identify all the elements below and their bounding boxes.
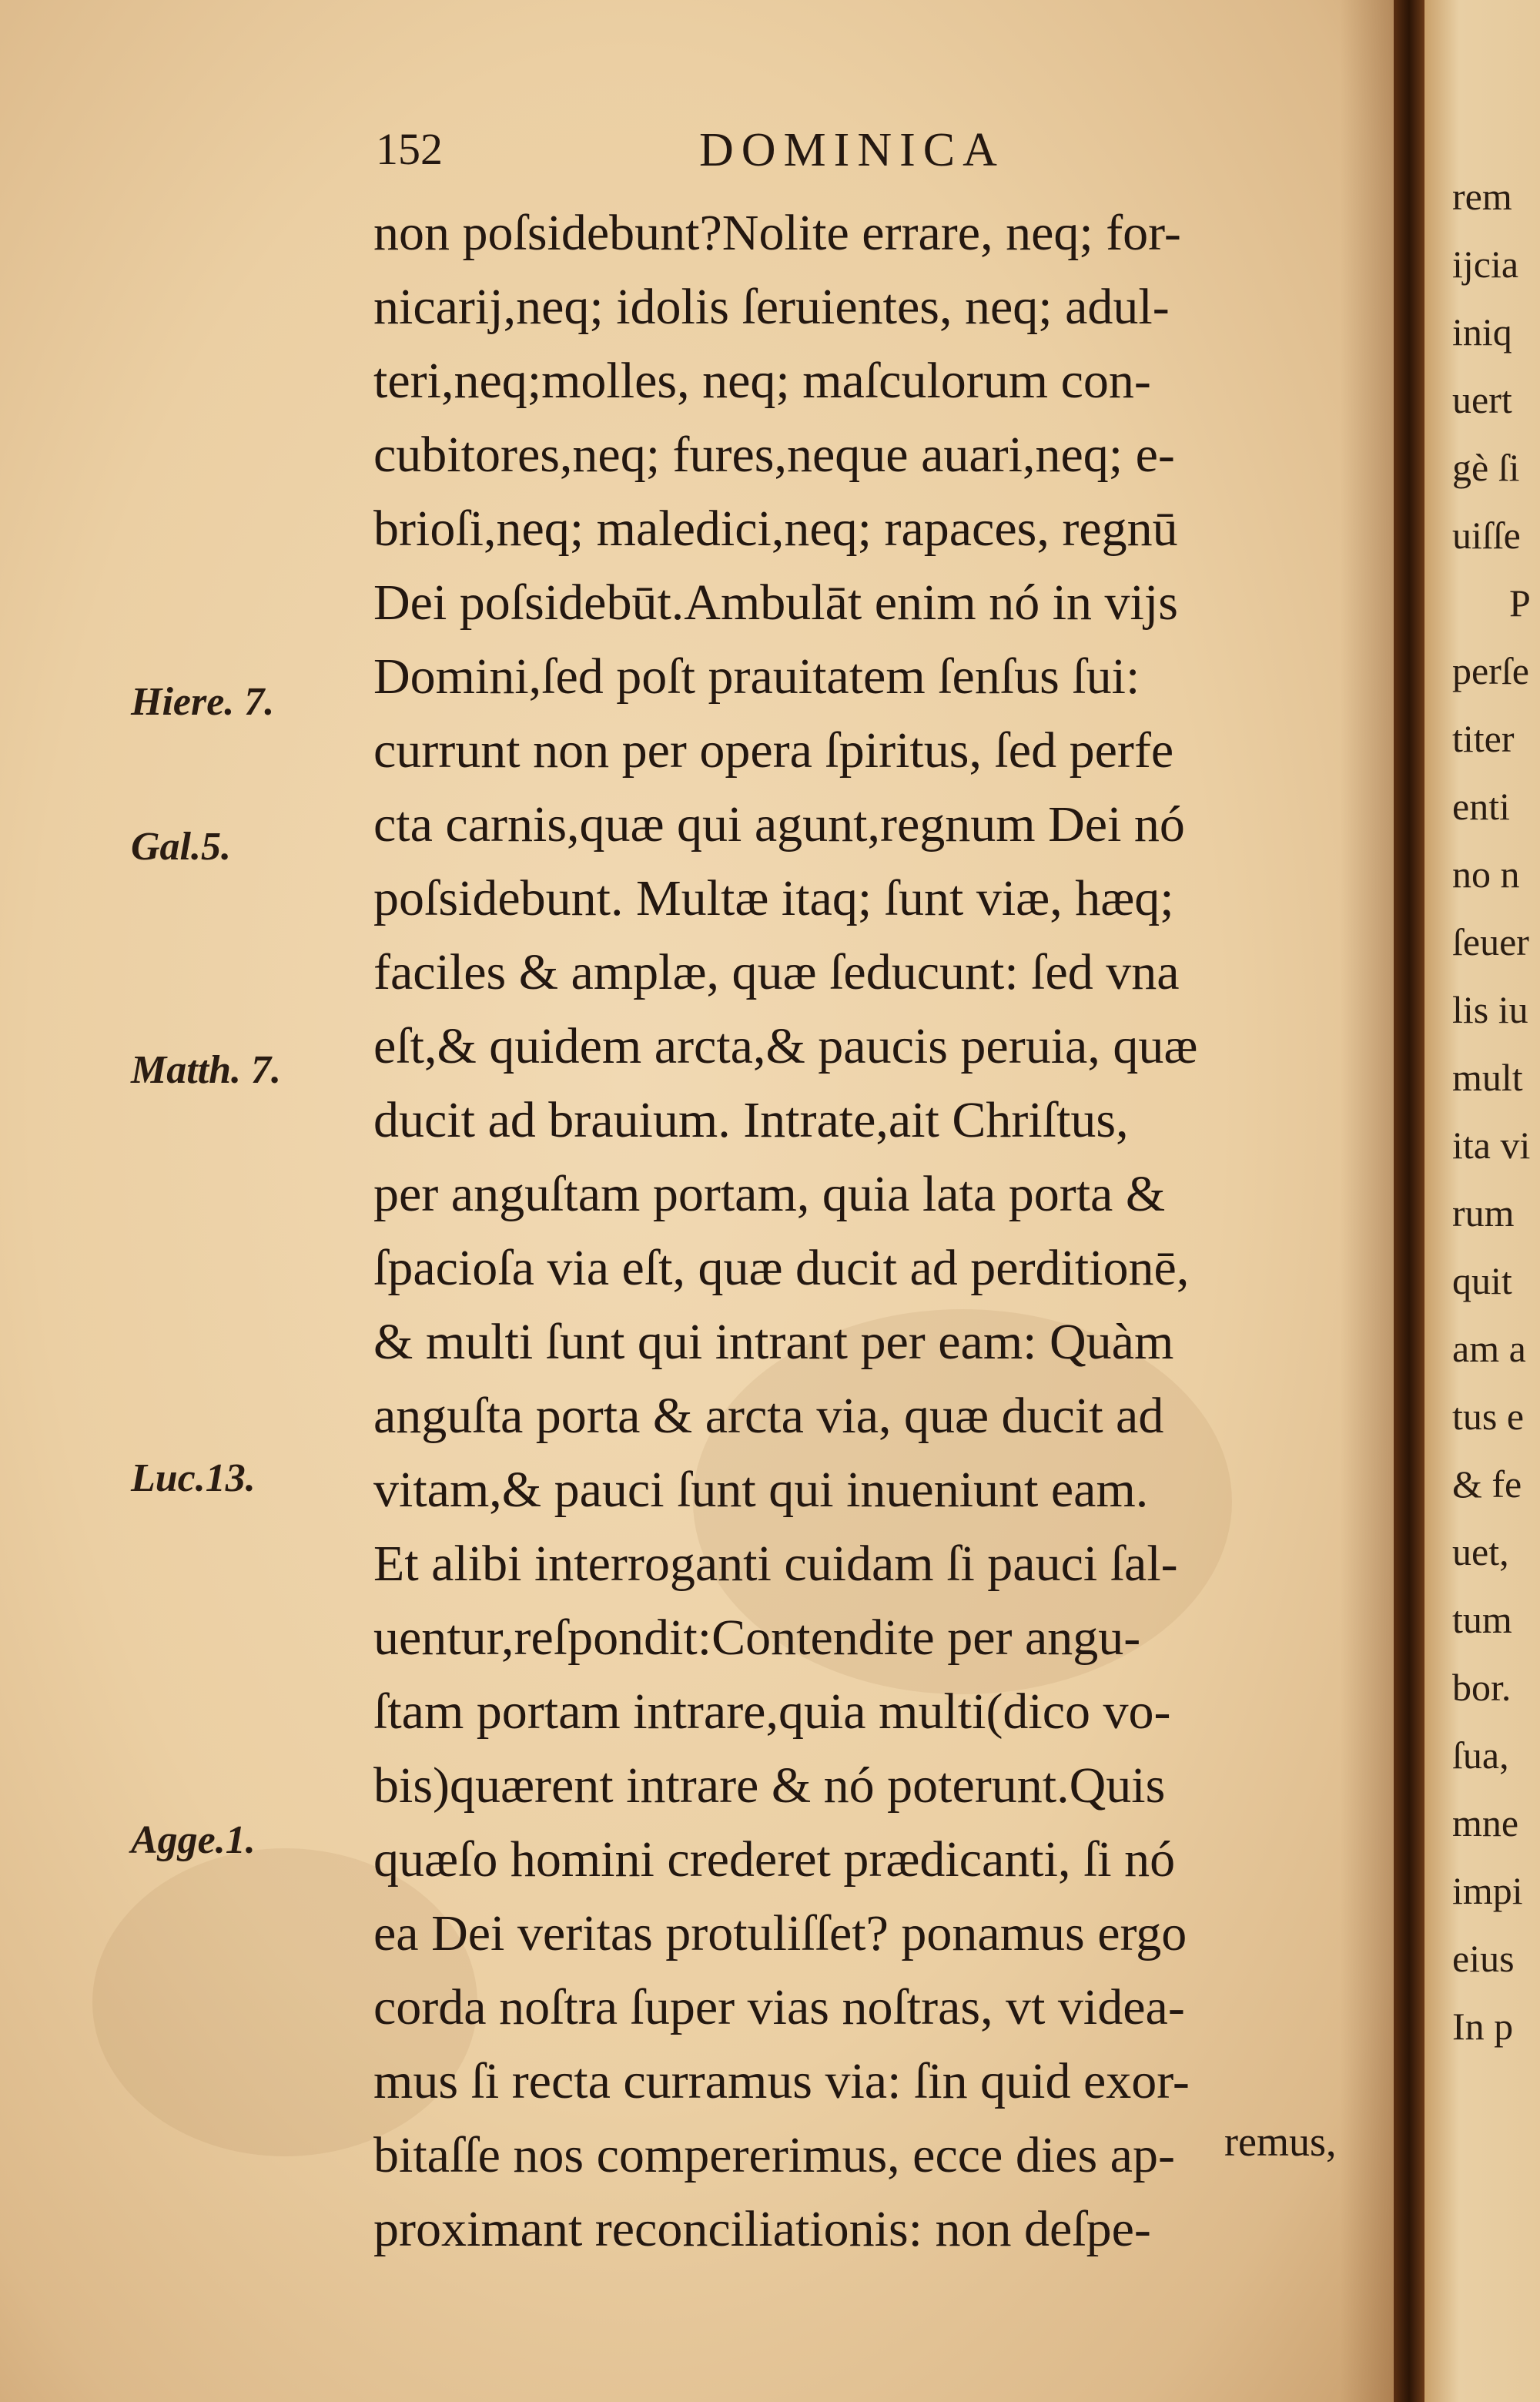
next-page-fragment: In p <box>1452 2005 1514 2048</box>
text-line: mus ſi recta curramus via: ſin quid exor- <box>373 2053 1190 2109</box>
text-line: ſtam portam intrare,quia multi(dico vo- <box>373 1683 1171 1740</box>
text-line: ducit ad brauium. Intrate,ait Chriſtus, <box>373 1092 1129 1148</box>
next-page-fragment: tum <box>1452 1598 1512 1641</box>
next-page-fragment: lis iu <box>1452 988 1528 1031</box>
next-page-fragment: ſua, <box>1452 1734 1509 1777</box>
next-page-fragment: perſe <box>1452 649 1529 692</box>
next-page-fragment: uet, <box>1452 1530 1509 1573</box>
text-line: brioſi,neq; maledici,neq; rapaces, regnū <box>373 501 1178 557</box>
margin-note-matth: Matth. 7. <box>131 1048 282 1092</box>
text-line: poſsidebunt. Multæ itaq; ſunt viæ, hæq; <box>373 870 1174 926</box>
text-line: uentur,reſpondit:Contendite per angu- <box>373 1610 1141 1666</box>
text-line: per anguſtam portam, quia lata porta & <box>373 1166 1166 1222</box>
text-line: eſt,& quidem arcta,& paucis peruia, quæ <box>373 1018 1198 1074</box>
page-number: 152 <box>376 124 443 174</box>
text-line: ſpacioſa via eſt, quæ ducit ad perditionē, <box>373 1240 1190 1296</box>
text-line: ea Dei veritas protuliſſet? ponamus ergo <box>373 1905 1187 1961</box>
text-line: cta carnis,quæ qui agunt,regnum Dei nó <box>373 796 1185 853</box>
next-page-fragment: quit <box>1452 1259 1512 1302</box>
text-line: Et alibi interroganti cuidam ſi pauci ſal- <box>373 1536 1178 1592</box>
next-page-fragment: bor. <box>1452 1666 1512 1709</box>
next-page-fragment: tus e <box>1452 1395 1525 1438</box>
next-page-fragment: ita vi <box>1452 1124 1531 1167</box>
next-page-fragment: eius <box>1452 1937 1515 1980</box>
text-line: anguſta porta & arcta via, quæ ducit ad <box>373 1388 1164 1444</box>
text-line: Domini,ſed poſt prauitatem ſenſus ſui: <box>373 648 1140 705</box>
next-page-fragment: am a <box>1452 1327 1526 1370</box>
text-line: currunt non per opera ſpiritus, ſed perfe <box>373 722 1174 779</box>
next-page-fragment: mult <box>1452 1056 1523 1099</box>
text-line: vitam,& pauci ſunt qui inueniunt eam. <box>373 1462 1149 1518</box>
next-page-fragment: rum <box>1452 1191 1515 1235</box>
next-page-fragment: no n <box>1452 853 1520 896</box>
body-text <box>373 196 1394 2266</box>
next-page-fragment: mne <box>1452 1801 1519 1844</box>
text-line: proximant reconciliationis: non deſpe- <box>373 2201 1151 2257</box>
text-line: bitaſſe nos compererimus, ecce dies ap- <box>373 2127 1175 2183</box>
next-page-fragment: iniq <box>1452 310 1512 353</box>
next-page-fragment: ijcia <box>1452 243 1519 286</box>
text-line: corda noſtra ſuper vias noſtras, vt videa- <box>373 1979 1185 2035</box>
text-line: nicarij,neq; idolis ſeruientes, neq; adul- <box>373 279 1170 335</box>
catchword: remus, <box>1224 2119 1337 2165</box>
margin-note-luc: Luc.13. <box>131 1456 256 1500</box>
text-line: faciles & amplæ, quæ ſeducunt: ſed vna <box>373 944 1180 1000</box>
book-spine <box>1394 0 1424 2402</box>
next-page-fragment: ſeuer <box>1452 920 1529 963</box>
text-line: bis)quærent intrare & nó poterunt.Quis <box>373 1757 1166 1814</box>
book-page-right-edge <box>1424 0 1540 2402</box>
margin-note-hiere: Hiere. 7. <box>131 680 275 724</box>
text-line: quæſo homini crederet prædicanti, ſi nó <box>373 1831 1176 1888</box>
margin-note-agge: Agge.1. <box>131 1818 256 1862</box>
next-page-fragment: & fe <box>1452 1462 1522 1506</box>
next-page-fragment: uert <box>1452 378 1512 421</box>
running-head: DOMINICA <box>699 124 1005 176</box>
text-line: teri,neq;molles, neq; maſculorum con- <box>373 353 1151 409</box>
text-line: & multi ſunt qui intrant per eam: Quàm <box>373 1314 1174 1370</box>
next-page-fragment: gè ſi <box>1452 446 1520 489</box>
next-page-fragment: impi <box>1452 1869 1523 1912</box>
next-page-fragment: titer <box>1452 717 1515 760</box>
next-page-fragment: enti <box>1452 785 1510 828</box>
next-page-fragment: P <box>1509 581 1531 625</box>
text-line: Dei poſsidebūt.Ambulāt enim nó in vijs <box>373 575 1178 631</box>
text-line: cubitores,neq; fures,neque auari,neq; e- <box>373 427 1175 483</box>
next-page-fragment: rem <box>1452 175 1512 218</box>
text-line: non poſsidebunt?Nolite errare, neq; for- <box>373 205 1181 261</box>
next-page-fragment: uiſſe <box>1452 514 1521 557</box>
margin-note-gal: Gal.5. <box>131 825 231 869</box>
page-header <box>376 123 1377 177</box>
